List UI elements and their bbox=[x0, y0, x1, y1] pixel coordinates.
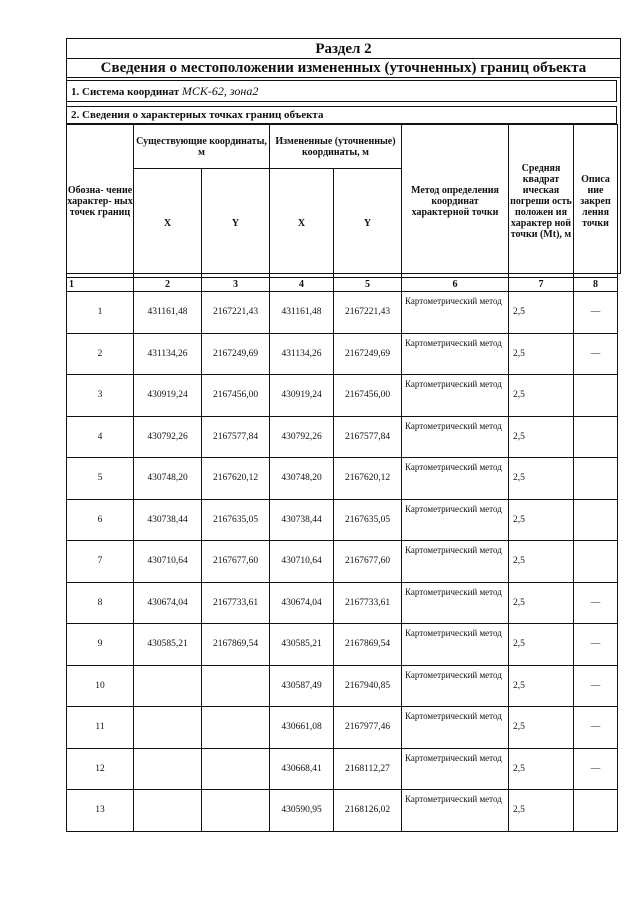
column-number: 7 bbox=[509, 278, 574, 292]
changed-x: 430748,20 bbox=[270, 458, 334, 500]
existing-x bbox=[134, 707, 202, 749]
existing-x: 431134,26 bbox=[134, 333, 202, 375]
coordinate-system-line bbox=[66, 80, 617, 102]
point-id: 13 bbox=[67, 790, 134, 832]
point-id: 12 bbox=[67, 748, 134, 790]
point-id: 1 bbox=[67, 292, 134, 334]
existing-x: 430710,64 bbox=[134, 541, 202, 583]
description: — bbox=[574, 624, 618, 666]
section-title: Раздел 2 bbox=[66, 40, 621, 59]
existing-x bbox=[134, 748, 202, 790]
existing-x: 431161,48 bbox=[134, 292, 202, 334]
header-description: Описа ние закреп ления точки bbox=[574, 125, 618, 278]
points-heading: 2. Сведения о характерных точках границ объекта bbox=[66, 106, 617, 124]
changed-x: 431161,48 bbox=[270, 292, 334, 334]
description: — bbox=[574, 707, 618, 749]
table-row bbox=[67, 541, 618, 583]
boundary-points-table bbox=[66, 124, 618, 832]
header-point-id: Обозна- чение характер- ных точек границ bbox=[67, 125, 134, 278]
accuracy: 2,5 bbox=[509, 458, 574, 500]
description: — bbox=[574, 292, 618, 334]
accuracy: 2,5 bbox=[509, 582, 574, 624]
table-row bbox=[67, 790, 618, 832]
existing-y bbox=[202, 790, 270, 832]
existing-x: 430919,24 bbox=[134, 375, 202, 417]
changed-x: 431134,26 bbox=[270, 333, 334, 375]
accuracy: 2,5 bbox=[509, 499, 574, 541]
changed-y: 2167577,84 bbox=[334, 416, 402, 458]
accuracy: 2,5 bbox=[509, 707, 574, 749]
method: Картометрический метод bbox=[402, 582, 509, 624]
changed-y: 2167221,43 bbox=[334, 292, 402, 334]
description bbox=[574, 499, 618, 541]
changed-x: 430710,64 bbox=[270, 541, 334, 583]
method: Картометрический метод bbox=[402, 499, 509, 541]
changed-y: 2167940,85 bbox=[334, 665, 402, 707]
changed-y: 2167733,61 bbox=[334, 582, 402, 624]
existing-y: 2167869,54 bbox=[202, 624, 270, 666]
accuracy: 2,5 bbox=[509, 416, 574, 458]
point-id: 5 bbox=[67, 458, 134, 500]
description: — bbox=[574, 748, 618, 790]
method: Картометрический метод bbox=[402, 541, 509, 583]
table-row bbox=[67, 458, 618, 500]
changed-x: 430661,08 bbox=[270, 707, 334, 749]
existing-y: 2167456,00 bbox=[202, 375, 270, 417]
description bbox=[574, 416, 618, 458]
existing-x bbox=[134, 665, 202, 707]
existing-x: 430674,04 bbox=[134, 582, 202, 624]
changed-x: 430585,21 bbox=[270, 624, 334, 666]
existing-y: 2167620,12 bbox=[202, 458, 270, 500]
existing-y bbox=[202, 748, 270, 790]
column-number: 2 bbox=[134, 278, 202, 292]
accuracy: 2,5 bbox=[509, 624, 574, 666]
existing-y bbox=[202, 665, 270, 707]
table-row bbox=[67, 333, 618, 375]
changed-y: 2168112,27 bbox=[334, 748, 402, 790]
header-changed-y: Y bbox=[334, 169, 402, 278]
changed-x: 430587,49 bbox=[270, 665, 334, 707]
header-changed-x: X bbox=[270, 169, 334, 278]
existing-y: 2167677,60 bbox=[202, 541, 270, 583]
coordinate-system-label: 1. Система координат bbox=[71, 86, 180, 98]
point-id: 6 bbox=[67, 499, 134, 541]
description bbox=[574, 541, 618, 583]
method: Картометрический метод bbox=[402, 333, 509, 375]
changed-x: 430919,24 bbox=[270, 375, 334, 417]
method: Картометрический метод bbox=[402, 458, 509, 500]
existing-y bbox=[202, 707, 270, 749]
header-existing-y: Y bbox=[202, 169, 270, 278]
column-number: 6 bbox=[402, 278, 509, 292]
existing-y: 2167577,84 bbox=[202, 416, 270, 458]
description bbox=[574, 458, 618, 500]
description bbox=[574, 375, 618, 417]
accuracy: 2,5 bbox=[509, 541, 574, 583]
changed-x: 430738,44 bbox=[270, 499, 334, 541]
accuracy: 2,5 bbox=[509, 665, 574, 707]
header-accuracy: Средняя квадрат ическая погреши ость положен ия характер ной точки (Mt), м bbox=[509, 125, 574, 278]
changed-x: 430792,26 bbox=[270, 416, 334, 458]
column-numbers-row bbox=[67, 278, 618, 292]
table-row bbox=[67, 416, 618, 458]
table-row bbox=[67, 665, 618, 707]
table-row bbox=[67, 375, 618, 417]
column-number: 1 bbox=[67, 278, 134, 292]
column-number: 3 bbox=[202, 278, 270, 292]
point-id: 9 bbox=[67, 624, 134, 666]
method: Картометрический метод bbox=[402, 375, 509, 417]
column-number: 5 bbox=[334, 278, 402, 292]
accuracy: 2,5 bbox=[509, 790, 574, 832]
changed-x: 430590,95 bbox=[270, 790, 334, 832]
changed-x: 430668,41 bbox=[270, 748, 334, 790]
existing-x: 430748,20 bbox=[134, 458, 202, 500]
existing-y: 2167733,61 bbox=[202, 582, 270, 624]
table-row bbox=[67, 748, 618, 790]
changed-y: 2167456,00 bbox=[334, 375, 402, 417]
point-id: 3 bbox=[67, 375, 134, 417]
point-id: 8 bbox=[67, 582, 134, 624]
existing-y: 2167635,05 bbox=[202, 499, 270, 541]
coordinate-system-value: МСК-62, зона2 bbox=[181, 84, 259, 98]
accuracy: 2,5 bbox=[509, 375, 574, 417]
column-number: 8 bbox=[574, 278, 618, 292]
method: Картометрический метод bbox=[402, 624, 509, 666]
existing-x: 430585,21 bbox=[134, 624, 202, 666]
existing-x bbox=[134, 790, 202, 832]
accuracy: 2,5 bbox=[509, 748, 574, 790]
table-row bbox=[67, 499, 618, 541]
changed-y: 2167869,54 bbox=[334, 624, 402, 666]
section-subtitle: Сведения о местоположении измененных (уточненных) границ объекта bbox=[66, 59, 621, 78]
existing-x: 430792,26 bbox=[134, 416, 202, 458]
changed-x: 430674,04 bbox=[270, 582, 334, 624]
table-row bbox=[67, 292, 618, 334]
method: Картометрический метод bbox=[402, 292, 509, 334]
description: — bbox=[574, 582, 618, 624]
method: Картометрический метод bbox=[402, 790, 509, 832]
method: Картометрический метод bbox=[402, 665, 509, 707]
point-id: 2 bbox=[67, 333, 134, 375]
changed-y: 2168126,02 bbox=[334, 790, 402, 832]
method: Картометрический метод bbox=[402, 707, 509, 749]
column-number: 4 bbox=[270, 278, 334, 292]
existing-x: 430738,44 bbox=[134, 499, 202, 541]
table-row bbox=[67, 582, 618, 624]
method: Картометрический метод bbox=[402, 416, 509, 458]
description bbox=[574, 790, 618, 832]
existing-y: 2167249,69 bbox=[202, 333, 270, 375]
header-existing-x: X bbox=[134, 169, 202, 278]
changed-y: 2167635,05 bbox=[334, 499, 402, 541]
table-row bbox=[67, 624, 618, 666]
changed-y: 2167977,46 bbox=[334, 707, 402, 749]
description: — bbox=[574, 333, 618, 375]
existing-y: 2167221,43 bbox=[202, 292, 270, 334]
point-id: 11 bbox=[67, 707, 134, 749]
point-id: 10 bbox=[67, 665, 134, 707]
changed-y: 2167249,69 bbox=[334, 333, 402, 375]
method: Картометрический метод bbox=[402, 748, 509, 790]
accuracy: 2,5 bbox=[509, 333, 574, 375]
point-id: 4 bbox=[67, 416, 134, 458]
table-row bbox=[67, 707, 618, 749]
accuracy: 2,5 bbox=[509, 292, 574, 334]
description: — bbox=[574, 665, 618, 707]
header-existing-coords: Существующие координаты, м bbox=[134, 125, 270, 169]
header-method: Метод определения координат характерной точки bbox=[402, 125, 509, 278]
changed-y: 2167677,60 bbox=[334, 541, 402, 583]
point-id: 7 bbox=[67, 541, 134, 583]
header-changed-coords: Измененные (уточненные) координаты, м bbox=[270, 125, 402, 169]
changed-y: 2167620,12 bbox=[334, 458, 402, 500]
